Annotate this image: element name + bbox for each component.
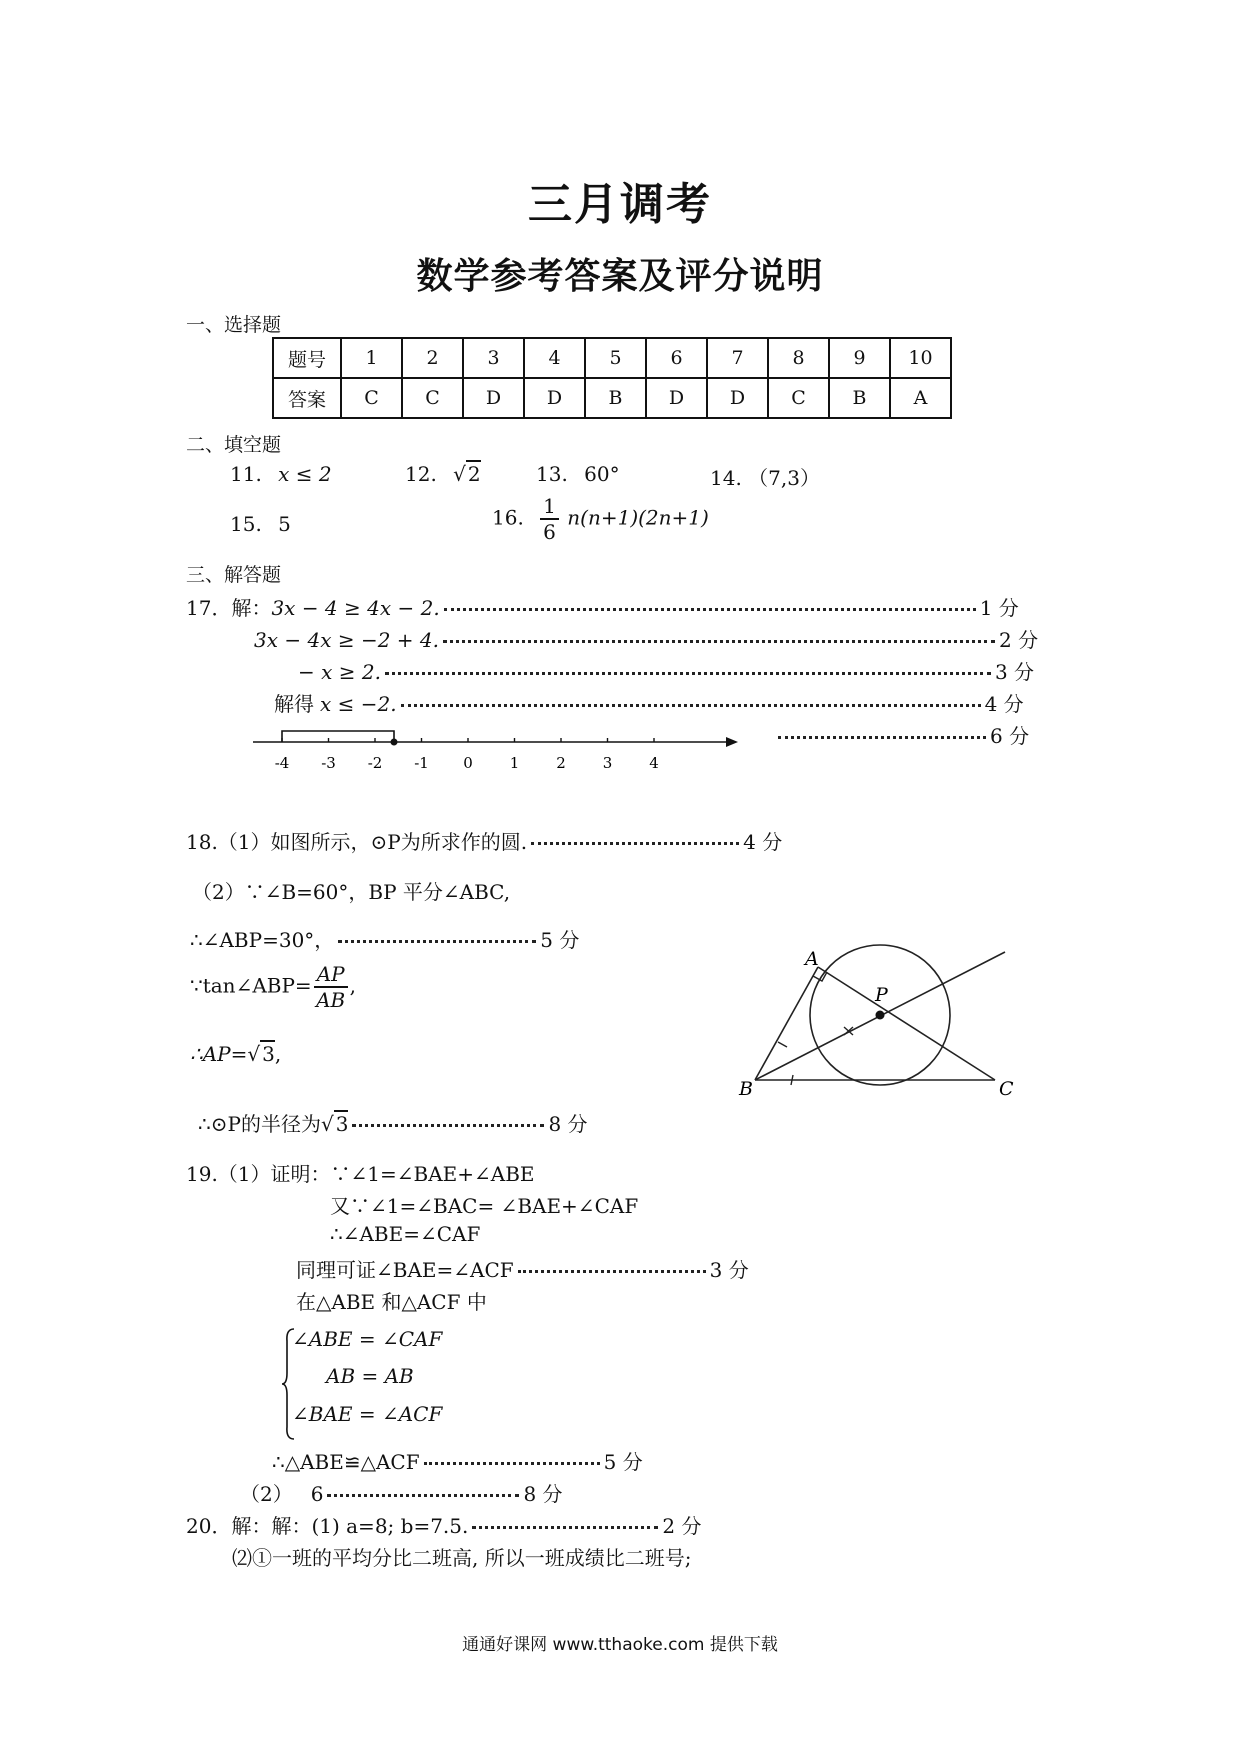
table-cell: B [829,378,890,418]
q17-line-2 [254,624,1038,653]
score: 2 分 [662,1514,702,1538]
answer-14 [710,462,820,491]
q18-line-5: ∴AP=√ 3, [190,1042,282,1066]
table-cell: 8 [768,338,829,378]
number-line-tick-label: -2 [367,754,383,772]
q19-line-6 [272,1446,643,1475]
number-line-tick-label: 3 [602,754,613,772]
text: , [274,1042,282,1066]
number-line-tick-label: -1 [414,754,429,772]
fraction-numerator: 1 [540,494,559,520]
q19-line-4 [296,1254,749,1283]
q17-line-3 [298,656,1034,685]
sqrt-expression: √ 2 [453,462,481,486]
q18-line-6: ∴⊙P的半径为√ 3 8 分 [198,1112,588,1136]
equation: 3x − 4 ≥ 4x − 2. [271,596,440,620]
question-number: 14. [710,466,742,490]
page-subtitle: 数学参考答案及评分说明 [416,256,824,297]
q19-line-5: 在△ABE 和△ACF 中 [296,1290,487,1314]
table-cell: 10 [890,338,951,378]
answer-value: （7,3） [748,466,820,490]
table-header-number: 题号 [273,338,341,378]
table-row-answers [273,378,951,418]
score: 1 分 [979,596,1019,620]
answer-16 [492,494,709,544]
table-cell: D [524,378,585,418]
score: 5 分 [540,928,580,952]
number-line [248,725,738,775]
table-cell: 2 [402,338,463,378]
fraction [540,494,559,544]
answer-15 [230,512,291,536]
fraction-denominator: AB [316,988,346,1012]
number-line-tick-label: -4 [274,754,290,772]
question-label: 17．解： [186,596,272,620]
system-line-3: ∠BAE = ∠ACF [292,1402,443,1426]
dot-leader [327,1494,519,1497]
q19-line-7 [240,1478,563,1507]
score: 8 分 [548,1112,588,1136]
number-line-tick-label: -3 [321,754,336,772]
text: ∴⊙P的半径为 [198,1112,321,1136]
text: （2） [240,1482,293,1506]
answer-value: 6 [310,1482,324,1506]
equation: x ≤ −2. [320,692,397,716]
dot-leader [352,1124,544,1127]
table-cell: 1 [341,338,402,378]
number-line-tick-label: 1 [509,754,520,772]
text: ∴△ABE≌△ACF [272,1450,420,1474]
table-cell: A [890,378,951,418]
q18-line-2: （2）∵∠B=60°，BP 平分∠ABC, [192,880,511,904]
q18-line-3 [190,924,579,953]
dot-leader [385,672,991,675]
geometry-figure [735,935,1025,1110]
q19-line-1: 19.（1）证明：∵∠1=∠BAE+∠ABE [186,1162,535,1186]
vertex-label-a: A [805,948,819,970]
answer-value: 60° [584,462,620,486]
sqrt-radicand: 3 [262,1042,275,1066]
answer-11 [230,462,332,486]
dot-leader [472,1526,658,1529]
page-footer: 通通好课网 www.tthaoke.com 提供下载 [462,1635,778,1655]
fraction-numerator: AP [314,962,348,988]
text: ∵tan∠ABP= [190,973,312,998]
answer-table [272,337,952,419]
text: 18.（1）如图所示，⊙P为所求作的圆. [186,830,528,854]
score: 3 分 [709,1258,749,1282]
answer-12 [405,462,481,486]
vertex-label-c: C [999,1078,1014,1100]
table-cell: 3 [463,338,524,378]
equation: − x ≥ 2. [298,660,381,684]
q18-line-1 [186,826,782,855]
number-line-tick-label: 2 [556,754,566,772]
q17-line-1 [186,592,1019,621]
table-cell: 5 [585,338,646,378]
dot-leader [518,1270,706,1273]
system-line-1: ∠ABE = ∠CAF [292,1327,443,1351]
text: , [349,973,356,998]
vertex-label-b: B [739,1078,753,1100]
dot-leader [531,842,739,845]
dot-leader [443,640,995,643]
table-cell: C [402,378,463,418]
page-title: 三月调考 [528,179,712,230]
score: 8 分 [523,1482,563,1506]
dot-leader [338,940,536,943]
table-cell: D [646,378,707,418]
text: 解得 [274,692,314,716]
q18-line-4 [190,962,356,1012]
table-header-answer: 答案 [273,378,341,418]
table-cell: 7 [707,338,768,378]
table-cell: B [585,378,646,418]
score: 6 分 [990,724,1030,748]
q19-line-3: ∴∠ABE=∠CAF [330,1222,481,1246]
text: 20．解：解：(1) a=8; b=7.5. [186,1514,469,1538]
fraction [314,962,348,1012]
number-line-tick-label: 0 [463,754,473,772]
section-heading-fill: 二、填空题 [186,434,282,456]
table-cell: D [707,378,768,418]
question-number: 12. [405,462,437,486]
fraction-denominator: 6 [543,520,556,544]
number-line-tick-label: 4 [649,754,659,772]
table-row-numbers [273,338,951,378]
sqrt-radicand: 3 [335,1112,349,1136]
score: 3 分 [994,660,1035,684]
dot-leader [401,704,981,707]
section-heading-choice: 一、选择题 [186,314,282,336]
sqrt-radicand: 2 [467,462,481,486]
score: 5 分 [603,1450,643,1474]
text: ∴∠ABP=30°， [190,928,335,952]
q20-line-1 [186,1510,701,1539]
answer-value: n(n+1)(2n+1) [567,505,709,530]
table-cell: 9 [829,338,890,378]
center-label-p: P [875,984,888,1006]
q17-line-4 [274,688,1024,717]
table-cell: C [341,378,402,418]
dot-leader [778,736,986,739]
question-number: 15. [230,512,262,536]
q19-line-2: 又∵∠1=∠BAC= ∠BAE+∠CAF [330,1194,639,1218]
question-number: 13. [536,462,568,486]
number-line-ticks [275,738,659,772]
equation: 3x − 4x ≥ −2 + 4. [254,628,439,652]
answer-value: 5 [278,512,291,536]
table-cell: 6 [646,338,707,378]
table-cell: D [463,378,524,418]
answer-value: x ≤ 2 [278,462,332,486]
q20-line-2: ⑵①一班的平均分比二班高, 所以一班成绩比二班号; [232,1546,692,1570]
system-line-2: AB = AB [326,1364,414,1388]
question-number: 16. [492,505,524,530]
section-heading-solve: 三、解答题 [186,564,282,586]
dot-leader [444,608,976,611]
answer-13 [536,462,620,486]
table-cell: 4 [524,338,585,378]
score: 4 分 [743,830,783,854]
dot-leader [424,1462,600,1465]
q17-line-5 [774,720,1029,749]
score: 4 分 [984,692,1024,716]
text: ∴AP= [190,1042,248,1066]
question-number: 11. [230,462,262,486]
score: 2 分 [999,628,1039,652]
text: 同理可证∠BAE=∠ACF [296,1258,514,1282]
table-cell: C [768,378,829,418]
